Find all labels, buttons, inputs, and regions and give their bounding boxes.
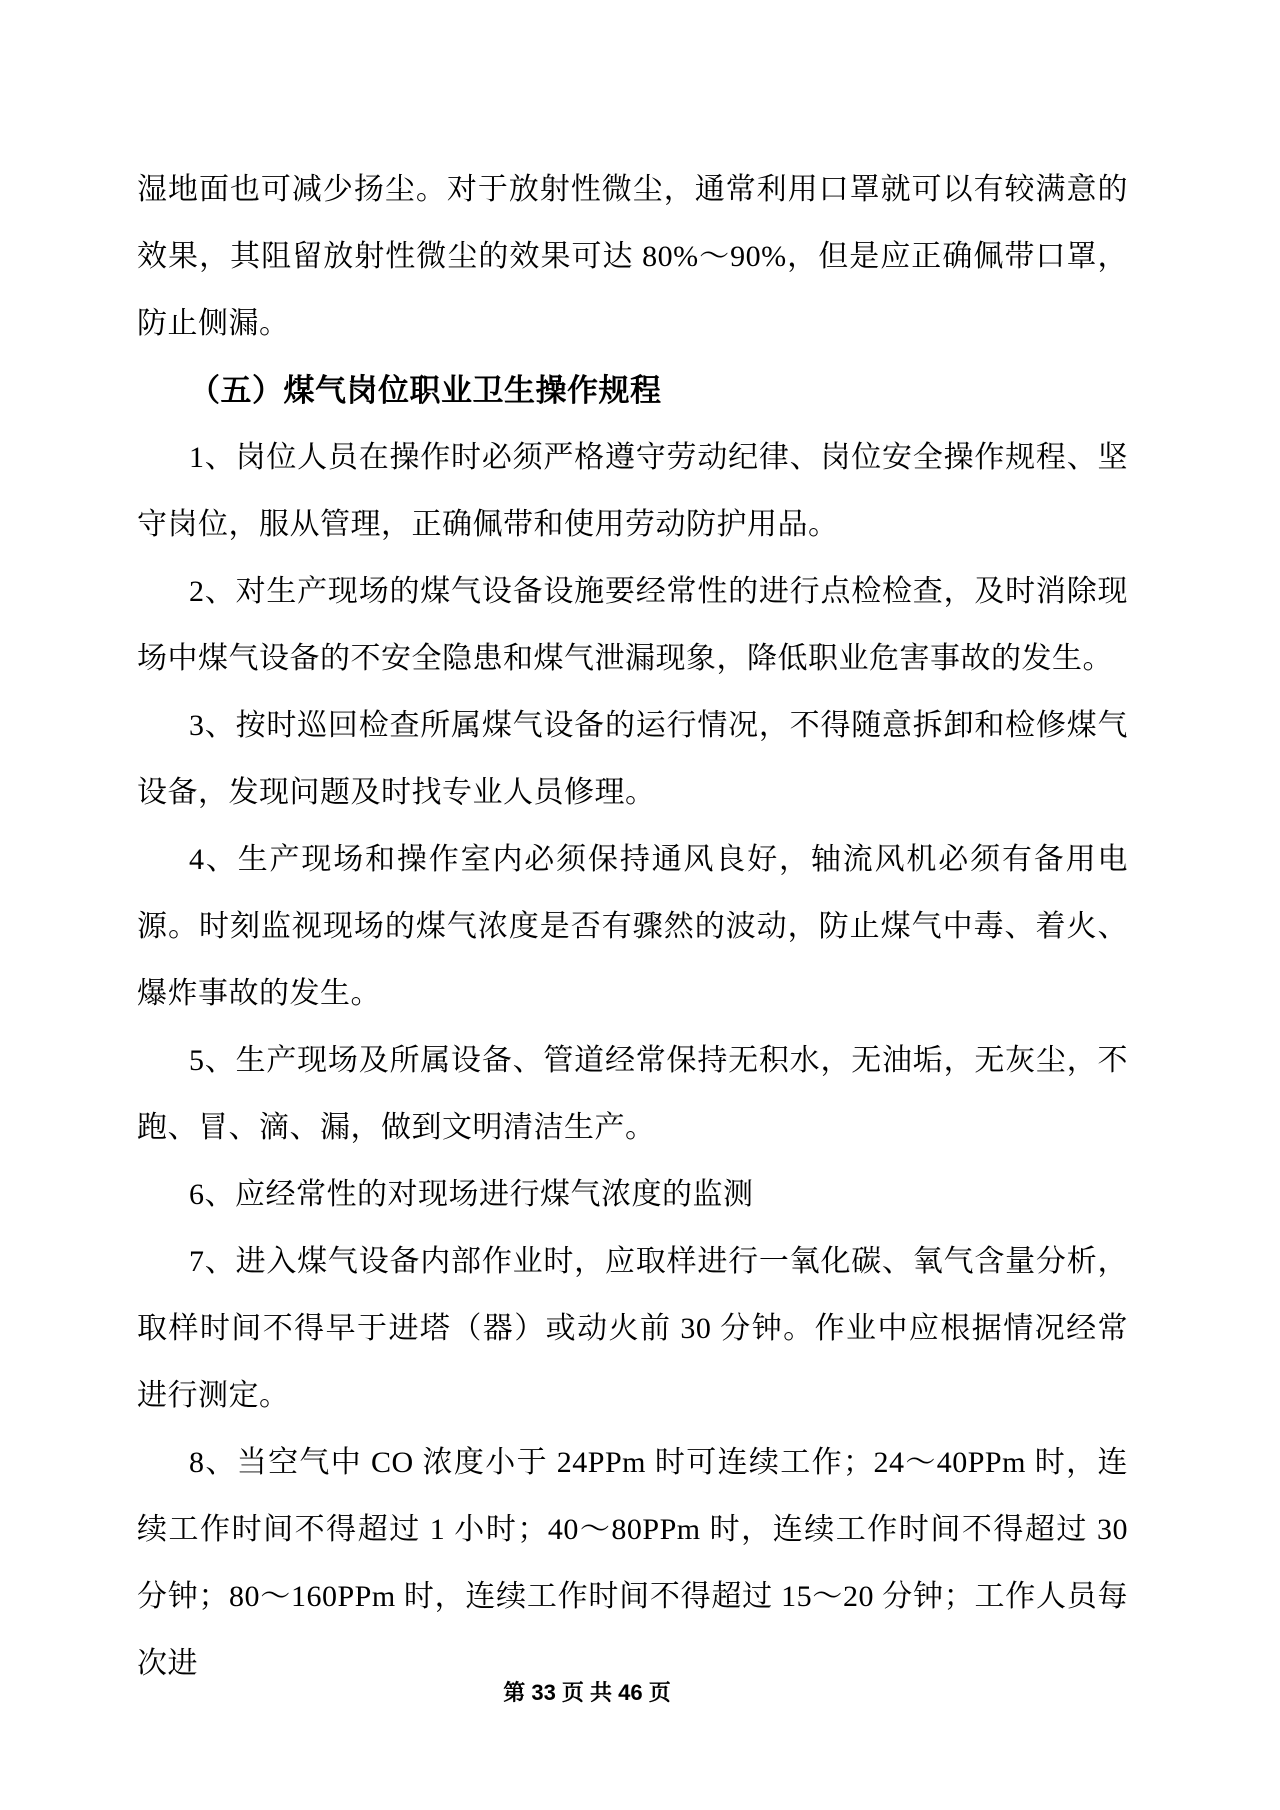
section-heading-gas-post-hygiene: （五）煤气岗位职业卫生操作规程 <box>189 373 662 408</box>
list-item-3: 3、按时巡回检查所属煤气设备的运行情况，不得随意拆卸和检修煤气设备，发现问题及时找专业人员修理。 <box>137 709 1128 809</box>
list-item-8: 8、当空气中 CO 浓度小于 24PPm 时可连续工作；24～40PPm 时，连续工作时间不得超过 1 小时；40～80PPm 时，连续工作时间不得超过 30 分钟；80～160PPm 时，连续工作时间不得超过 15～20 分钟；工作人员每次进 <box>137 1446 1128 1680</box>
list-item-7: 7、进入煤气设备内部作业时，应取样进行一氧化碳、氧气含量分析，取样时间不得早于进塔（器）或动火前 30 分钟。作业中应根据情况经常进行测定。 <box>137 1245 1128 1412</box>
list-item-5: 5、生产现场及所属设备、管道经常保持无积水，无油垢，无灰尘，不跑、冒、滴、漏，做到文明清洁生产。 <box>137 1044 1128 1144</box>
list-item-2: 2、对生产现场的煤气设备设施要经常性的进行点检检查，及时消除现场中煤气设备的不安全隐患和煤气泄漏现象，降低职业危害事故的发生。 <box>137 575 1128 675</box>
page-body <box>137 156 1128 1697</box>
list-item-4: 4、生产现场和操作室内必须保持通风良好，轴流风机必须有备用电源。时刻监视现场的煤气浓度是否有骤然的波动，防止煤气中毒、着火、爆炸事故的发生。 <box>137 843 1128 1010</box>
page-footer <box>0 1678 1174 1708</box>
paragraph-dust-mask-continuation: 湿地面也可减少扬尘。对于放射性微尘，通常利用口罩就可以有较满意的效果，其阻留放射性微尘的效果可达 80%～90%，但是应正确佩带口罩，防止侧漏。 <box>137 173 1128 340</box>
list-item-6: 6、应经常性的对现场进行煤气浓度的监测 <box>189 1178 754 1211</box>
page-number-label: 第 33 页 共 46 页 <box>503 1680 671 1705</box>
list-item-1: 1、岗位人员在操作时必须严格遵守劳动纪律、岗位安全操作规程、坚守岗位，服从管理，正确佩带和使用劳动防护用品。 <box>137 441 1128 541</box>
